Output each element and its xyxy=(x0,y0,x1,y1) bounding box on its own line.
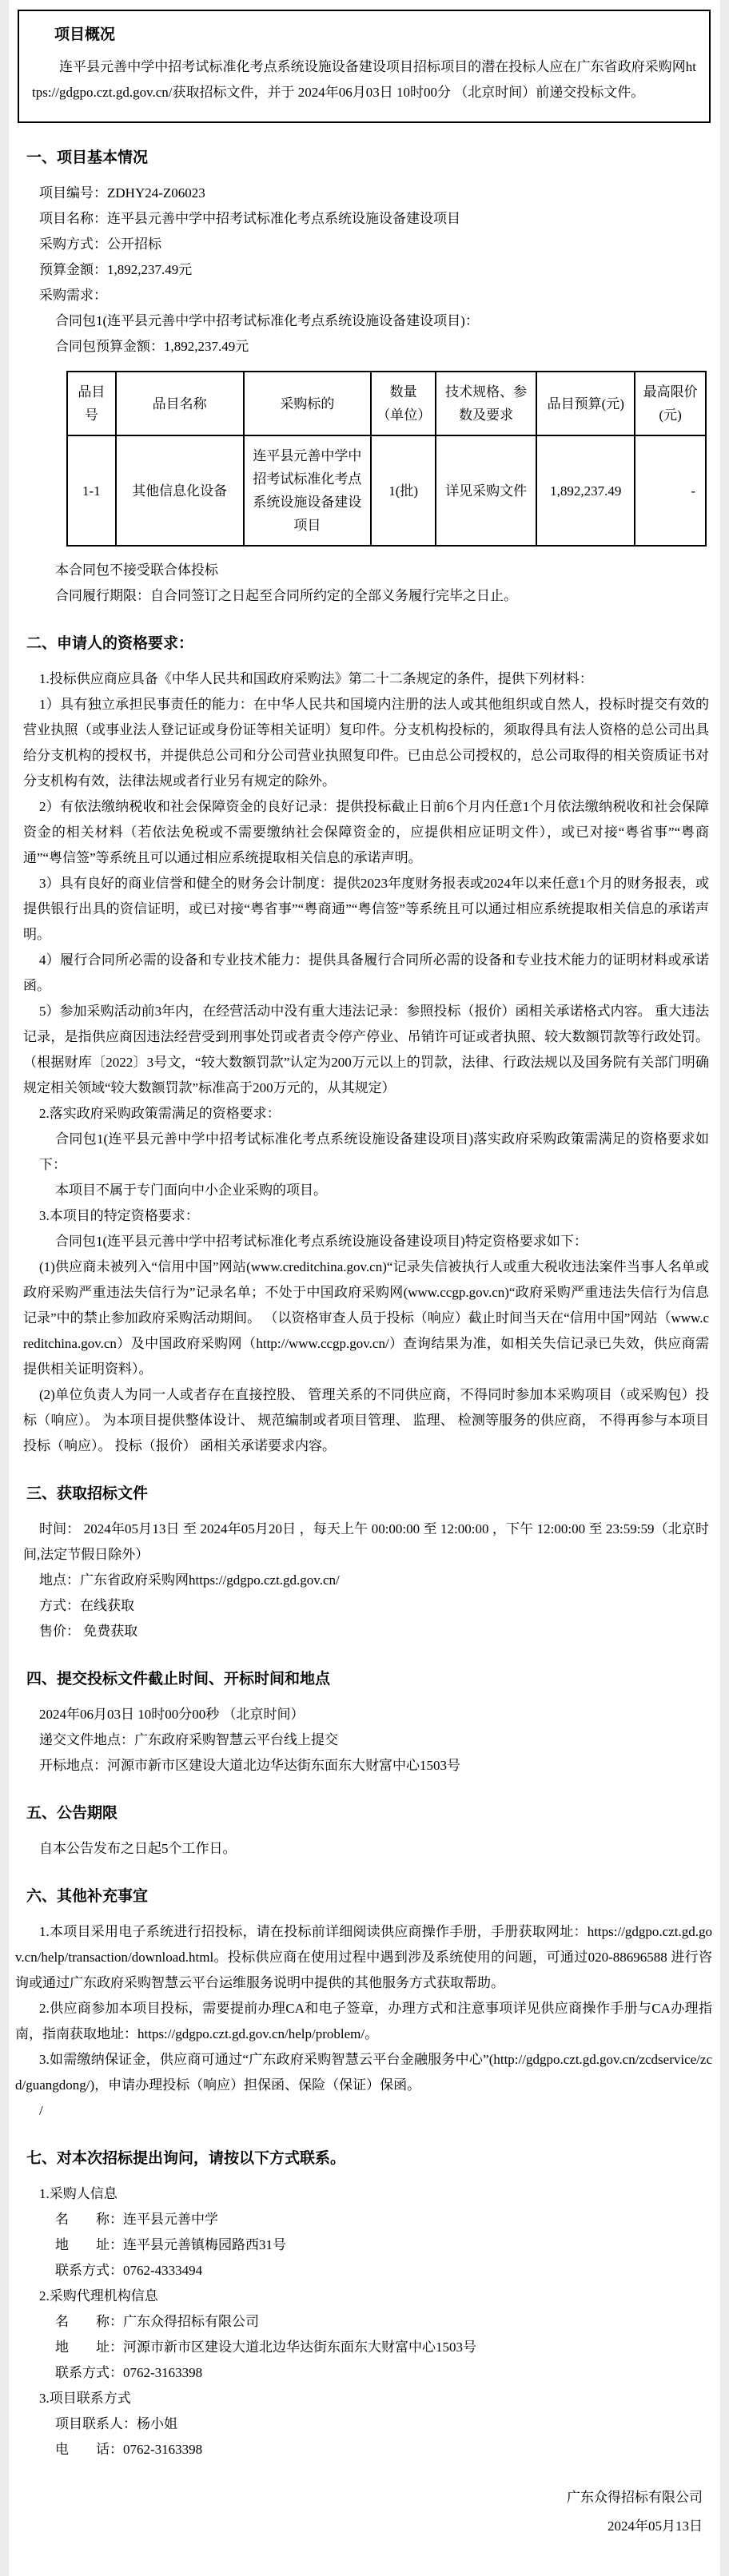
obtain-time: 时间： 2024年05月13日 至 2024年05月20日 ，每天上午 00:00:00 至 12:00:00 ，下午 12:00:00 至 23:59:59（北京时间,法定节假日除外） xyxy=(23,1521,709,1562)
project-number: 项目编号：ZDHY24-Z06023 xyxy=(39,185,205,201)
obtain-price: 售价： 免费获取 xyxy=(39,1624,138,1639)
specific-requirement-1: (1)供应商未被列入“信用中国”网站(www.creditchina.gov.cn)“记录失信被执行人或重大税收违法案件当事人名单或政府采购严重违法失信行为”记录名单；不处于中国政府采购网(www.ccgp.gov.cn)“政府采购严重违法失信行为信息记录”中的禁止参加政府采购活动期间。 （以资格审查人员于投标（响应）截止时间当天在“信用中国”网站（www.creditchina.gov.cn）及中国政府采购网（http://www.ccgp.gov.cn/）查询结果为准，如相关失信记录已失效，供应商需提供相关证明资料）。 xyxy=(23,1259,709,1377)
announcement-period-text: 自本公告发布之日起5个工作日。 xyxy=(39,1841,237,1856)
qualification-item-1-3: 3）具有良好的商业信誉和健全的财务会计制度：提供2023年度财务报表或2024年以来任意1个月的财务报表，或提供银行出具的资信证明，或已对接“粤省事”“粤商通”“粤信签”等系统且可以通过相应系统提取相关信息的承诺声明。 xyxy=(23,876,709,942)
section-1-title: 一、项目基本情况 xyxy=(26,149,149,166)
specific-requirement-2: (2)单位负责人为同一人或者存在直接控股、 管理关系的不同供应商，不得同时参加本采购项目（或采购包）投标（响应）。 为本项目提供整体设计、 规范编制或者项目管理、 监理、 检测等服务的供应商， 不得再参与本项目投标（响应）。 投标（报价） 函相关承诺要求内容。 xyxy=(23,1387,709,1453)
section-4-title: 四、提交投标文件截止时间、开标时间和地点 xyxy=(26,1671,331,1688)
section-6-title: 六、其他补充事宜 xyxy=(26,1888,149,1905)
obtain-location: 地点：广东省政府采购网https://gdgpo.czt.gd.gov.cn/ xyxy=(39,1572,340,1588)
contract-performance-period: 合同履行期限：自合同签订之日起至合同所约定的全部义务履行完毕之日止。 xyxy=(55,588,517,603)
col-max-price: 最高限价(元) xyxy=(635,372,706,435)
project-contact-person: 项目联系人：杨小姐 xyxy=(55,2416,177,2431)
other-matter-3: 3.如需缴纳保证金，供应商可通过“广东政府采购智慧云平台金融服务中心”(http://gdgpo.czt.gd.gov.cn/zcdservice/zcd/guangdong/)，申请办理投标（响应）担保函、保险（保证）保函。 xyxy=(15,2052,712,2093)
cell-procurement-target: 连平县元善中学中招考试标准化考点系统设施设备建设项目 xyxy=(244,435,372,546)
procurement-items-table xyxy=(66,371,707,547)
purchaser-name: 名 称：连平县元善中学 xyxy=(55,2212,218,2227)
specific-requirement-package-line: 合同包1(连平县元善中学中招考试标准化考点系统设施设备建设项目)特定资格要求如下： xyxy=(55,1234,588,1249)
policy-requirement-package-line: 合同包1(连平县元善中学中招考试标准化考点系统设施设备建设项目)落实政府采购政策需满足的资格要求如下： xyxy=(39,1131,709,1172)
purchaser-contact: 联系方式：0762-4333494 xyxy=(55,2263,203,2278)
purchaser-info-heading: 1.采购人信息 xyxy=(39,2186,118,2201)
other-matter-1: 1.本项目采用电子系统进行招投标，请在投标前详细阅读供应商操作手册，手册获取网址：https://gdgpo.czt.gd.gov.cn/help/transaction/download.html。投标供应商在使用过程中遇到涉及系统使用的问题，可通过020-88696588 进行咨询或通过广东政府采购智慧云平台运维服务说明中提供的其他服务方式获取帮助。 xyxy=(15,1924,712,1990)
procurement-demand-label: 采购需求： xyxy=(39,288,107,303)
cell-item-number: 1-1 xyxy=(67,435,116,546)
footer-agency-name: 广东众得招标有限公司 xyxy=(567,2490,703,2505)
project-name: 项目名称：连平县元善中学中招考试标准化考点系统设施设备建设项目 xyxy=(39,211,460,226)
budget-amount: 预算金额：1,892,237.49元 xyxy=(39,262,193,277)
agency-address: 地 址：河源市新市区建设大道北边华达街东面东大财富中心1503号 xyxy=(55,2339,476,2355)
agency-name: 名 称：广东众得招标有限公司 xyxy=(55,2314,259,2329)
col-item-budget: 品目预算(元) xyxy=(536,372,635,435)
tender-announcement-document xyxy=(9,0,720,2576)
project-contact-phone: 电 话：0762-3163398 xyxy=(55,2442,203,2457)
footer-date: 2024年05月13日 xyxy=(608,2518,703,2534)
submission-deadline: 2024年06月03日 10时00分00秒 （北京时间） xyxy=(39,1707,305,1722)
document-footer xyxy=(9,2485,720,2539)
section-deadline-opening xyxy=(9,1667,720,1779)
other-matter-2: 2.供应商参加本项目投标，需要提前办理CA和电子签章，办理方式和注意事项详见供应商操作手册与CA办理指南，指南获取地址：https://gdgpo.czt.gd.gov.cn/help/problem/。 xyxy=(15,2001,712,2041)
qualification-item-1-5: 5）参加采购活动前3年内，在经营活动中没有重大违法记录：参照投标（报价）函相关承诺格式内容。 重大违法记录，是指供应商因违法经营受到刑事处罚或者责令停产停业、吊销许可证或者执照、较大数额罚款等行政处罚。 （根据财库〔2022〕3号文，“较大数额罚款”认定为200万元以上的罚款，法律、行政法规以及国务院有关部门明确规定相关领域“较大数额罚款”标准高于200万元的，从其规定） xyxy=(23,1004,709,1095)
overview-title: 项目概况 xyxy=(54,26,116,43)
section-obtain-documents xyxy=(9,1481,720,1644)
table-header-row xyxy=(67,372,706,435)
purchaser-address: 地 址：连平县元善镇梅园路西31号 xyxy=(55,2237,286,2252)
section-qualification-requirements xyxy=(9,631,720,1459)
col-quantity-unit: 数量（单位） xyxy=(371,372,436,435)
not-sme-project-note: 本项目不属于专门面向中小企业采购的项目。 xyxy=(55,1183,327,1198)
section-basic-info xyxy=(9,145,720,609)
project-overview-box xyxy=(18,10,711,123)
submission-location: 递交文件地点：广东政府采购智慧云平台线上提交 xyxy=(39,1732,338,1747)
overview-body: 连平县元善中学中招考试标准化考点系统设施设备建设项目招标项目的潜在投标人应在广东省政府采购网https://gdgpo.czt.gd.gov.cn/获取招标文件，并于 2024年06月03日 10时00分 （北京时间）前递交投标文件。 xyxy=(32,59,696,100)
table-row xyxy=(67,435,706,546)
qualification-item-1-1: 1）具有独立承担民事责任的能力：在中华人民共和国境内注册的法人或其他组织或自然人，投标时提交有效的营业执照（或事业法人登记证或身份证等相关证明）复印件。分支机构投标的，须取得具有法人资格的总公司出具给分支机构的授权书，并提供总公司和分公司营业执照复印件。已由总公司授权的，总公司取得的相关资质证书对分支机构有效，法律法规或者行业另有规定的除外。 xyxy=(23,697,709,789)
contract-package-budget: 合同包预算金额：1,892,237.49元 xyxy=(55,339,249,354)
no-consortium-note: 本合同包不接受联合体投标 xyxy=(55,563,218,578)
contract-package-line: 合同包1(连平县元善中学中招考试标准化考点系统设施设备建设项目)： xyxy=(55,313,479,328)
agency-contact: 联系方式：0762-3163398 xyxy=(55,2365,203,2380)
obtain-method: 方式：在线获取 xyxy=(39,1598,134,1613)
qualification-item-3: 3.本项目的特定资格要求： xyxy=(39,1208,199,1223)
col-tech-specs: 技术规格、参数及要求 xyxy=(436,372,536,435)
section-announcement-period xyxy=(9,1801,720,1862)
section-contacts xyxy=(9,2146,720,2463)
procurement-method: 采购方式：公开招标 xyxy=(39,237,161,252)
agency-info-heading: 2.采购代理机构信息 xyxy=(39,2288,158,2304)
qualification-item-2: 2.落实政府采购政策需满足的资格要求： xyxy=(39,1106,281,1121)
col-procurement-target: 采购标的 xyxy=(244,372,372,435)
other-matter-slash: / xyxy=(39,2103,43,2118)
project-contact-heading: 3.项目联系方式 xyxy=(39,2391,131,2406)
bid-opening-location: 开标地点：河源市新市区建设大道北边华达街东面东大财富中心1503号 xyxy=(39,1758,460,1773)
section-7-title: 七、对本次招标提出询问，请按以下方式联系。 xyxy=(26,2150,346,2167)
section-3-title: 三、获取招标文件 xyxy=(26,1485,149,1502)
cell-item-budget: 1,892,237.49 xyxy=(536,435,635,546)
col-item-number: 品目号 xyxy=(67,372,116,435)
col-item-name: 品目名称 xyxy=(116,372,244,435)
cell-tech-specs: 详见采购文件 xyxy=(436,435,536,546)
section-5-title: 五、公告期限 xyxy=(26,1805,118,1822)
cell-quantity-unit: 1(批) xyxy=(371,435,436,546)
cell-max-price: - xyxy=(635,435,706,546)
qualification-item-1-2: 2）有依法缴纳税收和社会保障资金的良好记录：提供投标截止日前6个月内任意1个月依法缴纳税收和社会保障资金的相关材料（若依法免税或不需要缴纳社会保障资金的，应提供相应证明文件），或已对接“粤省事”“粤商通”“粤信签”等系统且可以通过相应系统提取相关信息的承诺声明。 xyxy=(23,799,709,865)
qualification-item-1-4: 4）履行合同所必需的设备和专业技术能力：提供具备履行合同所必需的设备和专业技术能力的证明材料或承诺函。 xyxy=(23,952,709,993)
section-other-matters xyxy=(9,1884,720,2124)
cell-item-name: 其他信息化设备 xyxy=(116,435,244,546)
section-2-title: 二、申请人的资格要求： xyxy=(26,635,194,652)
qualification-item-1: 1.投标供应商应具备《中华人民共和国政府采购法》第二十二条规定的条件，提供下列材料： xyxy=(39,671,593,686)
